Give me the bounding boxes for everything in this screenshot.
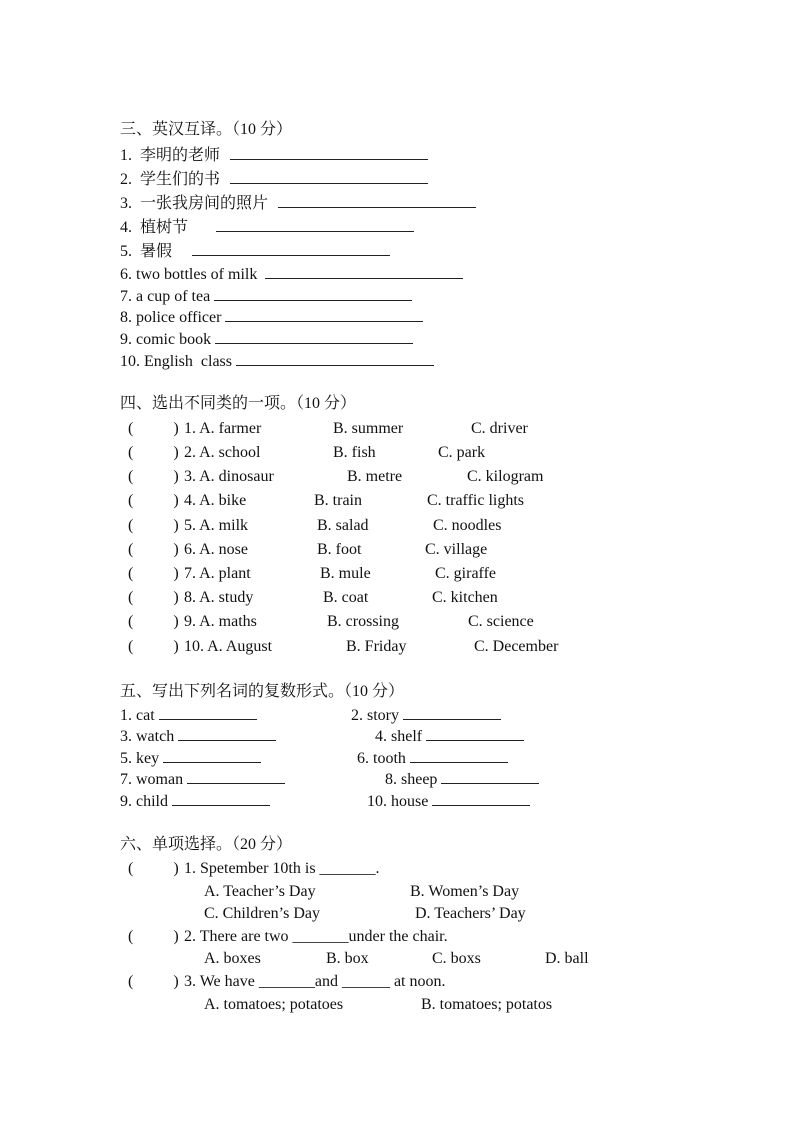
answer-blank[interactable] <box>278 193 476 208</box>
option-a: 2. A. school <box>184 444 261 461</box>
answer-paren[interactable]: ( ) <box>128 973 179 990</box>
s3-item-9: 9. comic book <box>120 329 413 350</box>
answer-blank[interactable] <box>426 726 524 741</box>
section-3-title: 三、英汉互译。（10 分） <box>120 121 293 138</box>
s3-item-1: 1. 李明的老师 <box>120 145 428 166</box>
answer-blank[interactable] <box>236 351 434 366</box>
answer-blank[interactable] <box>432 791 530 806</box>
option-a: 1. A. farmer <box>184 420 262 437</box>
option-b: B. metre <box>347 468 403 485</box>
option-c: C. giraffe <box>435 565 497 582</box>
q2-option-c: C. boxs <box>432 950 481 967</box>
option-a: 7. A. plant <box>184 565 251 582</box>
answer-blank[interactable] <box>265 264 463 279</box>
answer-paren[interactable]: ( ) <box>128 589 179 606</box>
option-c: C. noodles <box>433 517 502 534</box>
s5-item: 1. cat <box>120 705 257 726</box>
answer-blank[interactable] <box>178 726 276 741</box>
q1-option-d: D. Teachers’ Day <box>415 905 526 922</box>
s3-item-4: 4. 植树节 <box>120 217 414 238</box>
option-c: C. village <box>425 541 488 558</box>
answer-paren[interactable]: ( ) <box>128 638 179 655</box>
answer-paren[interactable]: ( ) <box>128 541 179 558</box>
option-c: C. kitchen <box>432 589 498 606</box>
q2-option-a: A. boxes <box>204 950 261 967</box>
answer-blank[interactable] <box>215 329 413 344</box>
s5-item: 9. child <box>120 791 270 812</box>
answer-blank[interactable] <box>410 748 508 763</box>
s3-item-7: 7. a cup of tea <box>120 286 412 307</box>
answer-blank[interactable] <box>172 791 270 806</box>
option-b: B. mule <box>320 565 371 582</box>
q2-stem: 2. There are two _______under the chair. <box>184 928 448 945</box>
answer-blank[interactable] <box>225 307 423 322</box>
answer-blank[interactable] <box>214 286 412 301</box>
answer-paren[interactable]: ( ) <box>128 613 179 630</box>
answer-paren[interactable]: ( ) <box>128 928 179 945</box>
answer-blank[interactable] <box>230 169 428 184</box>
q1-stem: 1. Spetember 10th is _______. <box>184 860 380 877</box>
option-b: B. train <box>314 492 362 509</box>
s5-item: 10. house <box>367 791 530 812</box>
option-c: C. science <box>468 613 534 630</box>
answer-blank[interactable] <box>216 217 414 232</box>
option-a: 10. A. August <box>184 638 273 655</box>
option-a: 6. A. nose <box>184 541 248 558</box>
answer-blank[interactable] <box>163 748 261 763</box>
answer-paren[interactable]: ( ) <box>128 444 179 461</box>
s5-item: 2. story <box>351 705 501 726</box>
option-c: C. driver <box>471 420 528 437</box>
option-c: C. kilogram <box>467 468 544 485</box>
s3-item-3: 3. 一张我房间的照片 <box>120 193 476 214</box>
option-b: B. fish <box>333 444 376 461</box>
answer-paren[interactable]: ( ) <box>128 517 179 534</box>
q2-option-d: D. ball <box>545 950 589 967</box>
answer-blank[interactable] <box>187 769 285 784</box>
q1-option-a: A. Teacher’s Day <box>204 883 316 900</box>
answer-paren[interactable]: ( ) <box>128 468 179 485</box>
option-b: B. crossing <box>327 613 399 630</box>
s3-item-6: 6. two bottles of milk <box>120 264 463 285</box>
q1-option-c: C. Children’s Day <box>204 905 320 922</box>
option-c: C. park <box>438 444 486 461</box>
s3-item-2: 2. 学生们的书 <box>120 169 428 190</box>
q2-option-b: B. box <box>326 950 369 967</box>
q3-option-a: A. tomatoes; potatoes <box>204 996 344 1013</box>
answer-blank[interactable] <box>403 705 501 720</box>
answer-paren[interactable]: ( ) <box>128 565 179 582</box>
answer-blank[interactable] <box>192 241 390 256</box>
section-4-title: 四、选出不同类的一项。（10 分） <box>120 395 357 412</box>
answer-blank[interactable] <box>441 769 539 784</box>
answer-paren[interactable]: ( ) <box>128 420 179 437</box>
s5-item: 5. key <box>120 748 261 769</box>
s5-item: 3. watch <box>120 726 276 747</box>
q1-option-b: B. Women’s Day <box>410 883 520 900</box>
s3-item-8: 8. police officer <box>120 307 423 328</box>
option-b: B. foot <box>317 541 362 558</box>
option-a: 4. A. bike <box>184 492 247 509</box>
s5-item: 7. woman <box>120 769 285 790</box>
s3-item-5: 5. 暑假 <box>120 241 390 262</box>
section-6-title: 六、单项选择。（20 分） <box>120 836 293 853</box>
option-b: B. summer <box>333 420 404 437</box>
section-5-title: 五、写出下列名词的复数形式。（10 分） <box>120 683 405 700</box>
option-c: C. December <box>474 638 559 655</box>
option-b: B. Friday <box>346 638 407 655</box>
option-a: 5. A. milk <box>184 517 249 534</box>
q3-option-b: B. tomatoes; potatos <box>421 996 553 1013</box>
s5-item: 4. shelf <box>375 726 524 747</box>
answer-blank[interactable] <box>230 145 428 160</box>
s5-item: 8. sheep <box>385 769 539 790</box>
answer-blank[interactable] <box>159 705 257 720</box>
option-a: 8. A. study <box>184 589 254 606</box>
s3-item-10: 10. English class <box>120 351 434 372</box>
option-a: 9. A. maths <box>184 613 257 630</box>
s5-item: 6. tooth <box>357 748 508 769</box>
answer-paren[interactable]: ( ) <box>128 860 179 877</box>
option-b: B. coat <box>323 589 369 606</box>
option-a: 3. A. dinosaur <box>184 468 274 485</box>
option-c: C. traffic lights <box>427 492 525 509</box>
answer-paren[interactable]: ( ) <box>128 492 179 509</box>
option-b: B. salad <box>317 517 369 534</box>
q3-stem: 3. We have _______and ______ at noon. <box>184 973 446 990</box>
